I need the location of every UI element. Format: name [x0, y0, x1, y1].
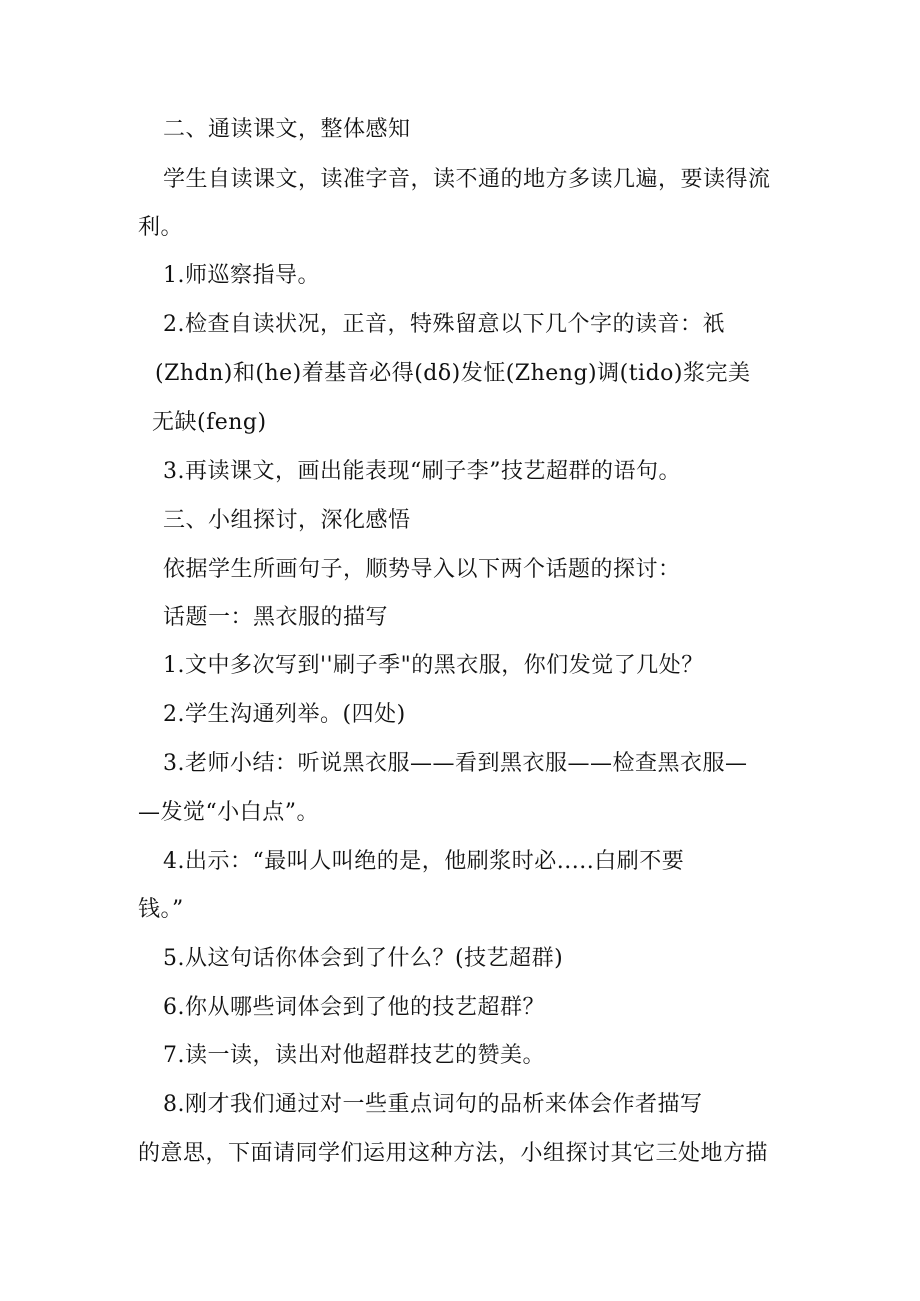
- paragraph-line: (Zhdn)和(he)着基音必得(dδ)发怔(Zheng)调(tido)浆完美: [155, 361, 751, 386]
- topic-heading: 话题一：黑衣服的描写: [163, 605, 389, 630]
- paragraph-line: 钱。”: [138, 897, 184, 922]
- list-item: 4.出示：“最叫人叫绝的是，他刷浆时必.....白刷不要: [163, 849, 685, 874]
- section-heading-2: 二、通读课文，整体感知: [163, 117, 411, 142]
- list-item: 7.读一读，读出对他超群技艺的赞美。: [163, 1043, 545, 1068]
- list-item: 8.刚才我们通过对一些重点词句的品析来体会作者描写: [163, 1092, 703, 1117]
- section-heading-3: 三、小组探讨，深化感悟: [163, 508, 411, 533]
- paragraph-line: 利。: [138, 215, 184, 240]
- paragraph-line: 无缺(feng): [152, 410, 267, 435]
- paragraph-line: 学生自读课文，读准字音，读不通的地方多读几遍，要读得流: [163, 167, 771, 192]
- paragraph-line: 的意思，下面请同学们运用这种方法，小组探讨其它三处地方描: [138, 1141, 769, 1166]
- list-item: 2.检查自读状况，正音，特殊留意以下几个字的读音：祇: [163, 312, 725, 337]
- list-item: 5.从这句话你体会到了什么？(技艺超群): [163, 946, 564, 971]
- paragraph-line: 依据学生所画句子，顺势导入以下两个话题的探讨：: [163, 557, 681, 582]
- list-item: 6.你从哪些词体会到了他的技艺超群？: [163, 995, 545, 1020]
- list-item: 3.老师小结：听说黑衣服——看到黑衣服——检查黑衣服—: [163, 751, 748, 776]
- list-item: 3.再读课文，画出能表现“刷子李”技艺超群的语句。: [163, 459, 681, 484]
- list-item: 1.文中多次写到''刷子季"的黑衣服，你们发觉了几处？: [163, 653, 704, 678]
- list-item: 1.师巡察指导。: [163, 263, 320, 288]
- list-item: 2.学生沟通列举。(四处): [163, 702, 406, 727]
- paragraph-line: —发觉“小白点”。: [138, 800, 319, 825]
